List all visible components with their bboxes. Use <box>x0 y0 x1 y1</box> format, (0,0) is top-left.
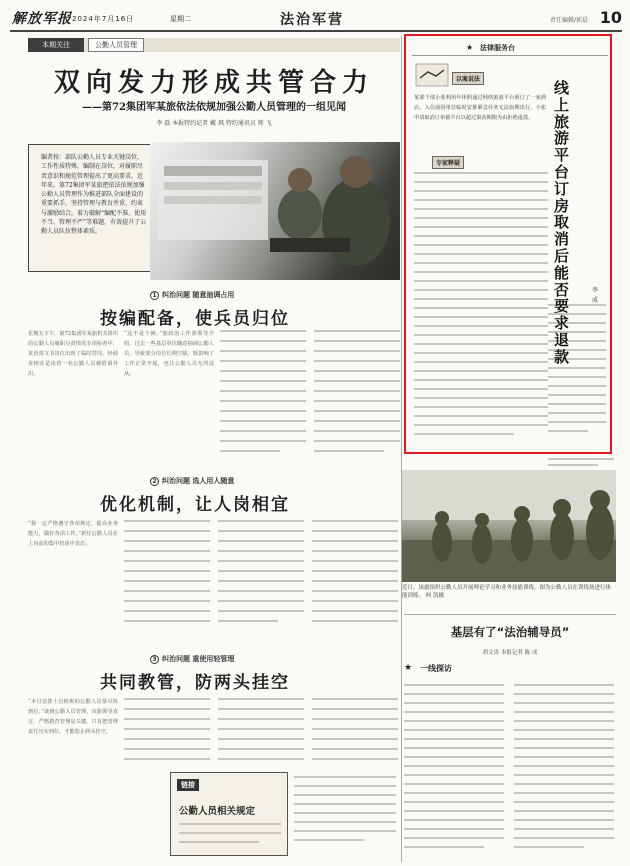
grassroots-title: 基层有了“法治辅导员” <box>450 625 570 639</box>
lead-byline: 李 磊 本报特约记者 戴 飒 特约通讯员 师 飞 <box>156 120 272 127</box>
lead-photo <box>150 142 400 280</box>
newspaper-logo: 解放军报 <box>12 11 72 27</box>
soldiers-training-photo <box>402 470 616 582</box>
link-info-box <box>170 772 288 856</box>
section-3-body-lines <box>124 698 400 768</box>
section-3-col1: “本月安排士官值班的公勤人员要尽快到位。”谈到公勤人员管理，该旅领导直言，严格教育管理是关键，只有把管理责任压实到位，才能防止两头挂空。 <box>28 699 118 735</box>
focus-topic: 公勤人员管理 <box>88 38 144 52</box>
issue-date: 2024年7月16日 <box>72 15 135 23</box>
section-3-title: 共同教管，防两头挂空 <box>100 673 290 693</box>
link-title: 公勤人员相关规定 <box>179 806 256 817</box>
link-label: 链接 <box>177 779 199 791</box>
expert-badge: 专家释疑 <box>432 156 464 169</box>
section-1-tag: 1 纠治问题 随意抽调占用 <box>150 290 234 300</box>
column-divider <box>401 36 402 862</box>
star-icon: ★ <box>466 43 474 52</box>
section-1-title: 按编配备，使兵员归位 <box>100 309 290 329</box>
link-body-lines <box>179 823 281 851</box>
section-1-body-lines <box>220 330 400 466</box>
legal-case-title: 线上旅游平台订房取消后能否要求退款 <box>554 79 570 366</box>
section-title: 法治军营 <box>280 12 344 28</box>
masthead <box>10 6 622 32</box>
section-2-body-lines <box>124 520 400 640</box>
right-column-lines <box>548 458 614 468</box>
section-2-col1: “我一定严格遵守各项规定，提高业务能力，做好各项工作。”新任公勤人员在上岗前的集中培训中表态。 <box>28 521 118 547</box>
section-3-tag: 3 纠治问题 重使用轻管理 <box>150 654 234 664</box>
page-number: 10 <box>599 8 622 27</box>
expert-body-lines <box>414 172 548 450</box>
section-1-col1: 星期五下午，第72集团军某旅机关组织的公勤人员履职尽责情况专项检查中，某营部文书岗位出现了临时替岗，经调查核实是该营一名公勤人员被借调外出。 <box>28 331 118 377</box>
focus-tag: 本期关注 <box>28 38 84 52</box>
lead-headline: 双向发力形成共管合力 <box>53 68 374 98</box>
legal-case-author: 李 成 <box>592 287 599 304</box>
handshake-icon <box>414 60 450 90</box>
link-box-body-lines <box>290 772 400 856</box>
legal-service-header <box>412 42 608 56</box>
editor-note-box <box>28 144 156 272</box>
editor-credit: 责任编辑/郭晨 <box>549 17 588 24</box>
section-2-title: 优化机制，让人岗相宜 <box>100 495 290 515</box>
focus-bar <box>28 38 400 52</box>
training-photo-caption: 近日，该旅组织公勤人员开展理论学习和业务技能训练，图为公勤人员在训练场进行体能训练。 柯 凯摄 <box>402 585 612 600</box>
section-1-col2: “这不是个例。”旅政治工作部领导介绍，过去一些基层单位随意抽调公勤人员，导致部分岗位长期空缺，既影响了工作正常开展，也让公勤人员无所适从。 <box>124 331 214 377</box>
training-photo <box>402 470 616 582</box>
editor-note-text: 编者按：部队公勤人员专业关键岗位，工作性质特殊，编制在岗位，对履职尽责意识和规范管理提出了更高要求。近年来，第72集团军某旅把依法依规加强公勤人员管理作为推进部队全面建设的重要抓手，坚持管理与教育并重、约束与激励结合，着力破解“编配不准、使用不当、管理不严”等难题，有效提升了公勤人员队伍整体素质。 <box>41 154 147 236</box>
soldiers-working-photo <box>150 142 400 280</box>
legal-service-title: 法律服务台 <box>480 44 515 52</box>
grassroots-byline: 胡文涛 本报记者 陈 成 <box>482 650 538 656</box>
explore-label: 一线探访 <box>420 664 452 673</box>
star-icon: ★ <box>404 663 413 673</box>
grassroots-body-lines <box>404 684 616 860</box>
section-2-tag: 2 纠治问题 选人用人随意 <box>150 476 234 486</box>
case-badge: 以案说法 <box>452 72 484 85</box>
grassroots-divider <box>404 614 616 615</box>
explore-tag <box>402 662 478 676</box>
case-intro: 某部干部小张利用年休假通过网络旅游平台预订了一家酒店，入住前因单位临时安排紧急任务无法如期出行，小张申请取消订单被平台以超过取消期限为由拒绝退款。 <box>414 95 546 121</box>
lead-subhead: ——第72集团军某旅依法依规加强公勤人员管理的一组见闻 <box>82 102 346 113</box>
issue-weekday: 星期二 <box>170 15 191 23</box>
